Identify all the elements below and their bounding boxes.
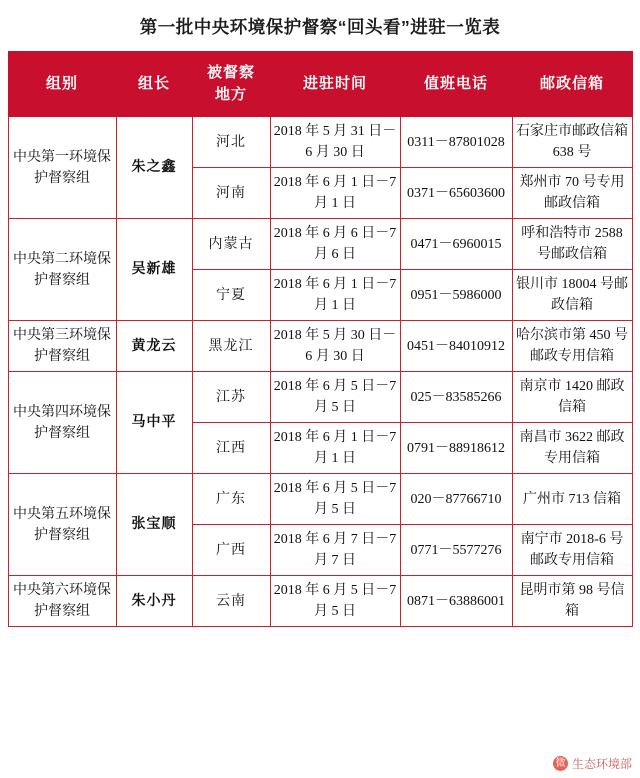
cell-mailbox: 南京市 1420 邮政信箱 xyxy=(512,372,632,423)
inspection-schedule-table xyxy=(8,51,633,627)
cell-group: 中央第二环境保护督察组 xyxy=(8,219,116,321)
cell-place: 黑龙江 xyxy=(192,321,270,372)
page-title: 第一批中央环境保护督察“回头看”进驻一览表 xyxy=(139,17,501,37)
column-header-place xyxy=(192,52,270,117)
cell-leader: 黄龙云 xyxy=(116,321,192,372)
cell-phone: 020－87766710 xyxy=(400,474,512,525)
cell-mailbox: 郑州市 70 号专用邮政信箱 xyxy=(512,168,632,219)
cell-time: 2018 年 6 月 6 日－7 月 6 日 xyxy=(270,219,400,270)
cell-group: 中央第四环境保护督察组 xyxy=(8,372,116,474)
cell-place: 河南 xyxy=(192,168,270,219)
cell-mailbox: 南昌市 3622 邮政专用信箱 xyxy=(512,423,632,474)
cell-group: 中央第一环境保护督察组 xyxy=(8,117,116,219)
cell-phone: 0951－5986000 xyxy=(400,270,512,321)
cell-time: 2018 年 5 月 31 日－6 月 30 日 xyxy=(270,117,400,168)
cell-phone: 0471－6960015 xyxy=(400,219,512,270)
cell-phone: 0451－84010912 xyxy=(400,321,512,372)
cell-place: 江西 xyxy=(192,423,270,474)
table-row xyxy=(8,219,632,270)
column-header-mailbox: 邮政信箱 xyxy=(512,52,632,117)
cell-place: 内蒙古 xyxy=(192,219,270,270)
cell-time: 2018 年 6 月 5 日－7 月 5 日 xyxy=(270,576,400,627)
cell-time: 2018 年 5 月 30 日－6 月 30 日 xyxy=(270,321,400,372)
cell-leader: 朱小丹 xyxy=(116,576,192,627)
cell-time: 2018 年 6 月 1 日－7 月 1 日 xyxy=(270,270,400,321)
column-header-leader: 组长 xyxy=(116,52,192,117)
cell-place: 河北 xyxy=(192,117,270,168)
cell-place: 云南 xyxy=(192,576,270,627)
column-header-place-line2: 地方 xyxy=(214,87,247,103)
column-header-phone: 值班电话 xyxy=(400,52,512,117)
cell-time: 2018 年 6 月 7 日－7 月 7 日 xyxy=(270,525,400,576)
cell-phone: 0871－63886001 xyxy=(400,576,512,627)
cell-phone: 0771－5577276 xyxy=(400,525,512,576)
cell-leader: 张宝顺 xyxy=(116,474,192,576)
cell-mailbox: 银川市 18004 号邮政信箱 xyxy=(512,270,632,321)
weibo-icon: 微 xyxy=(553,756,568,771)
cell-mailbox: 昆明市第 98 号信箱 xyxy=(512,576,632,627)
cell-phone: 0311－87801028 xyxy=(400,117,512,168)
cell-leader: 朱之鑫 xyxy=(116,117,192,219)
table-row xyxy=(8,117,632,168)
cell-time: 2018 年 6 月 5 日－7 月 5 日 xyxy=(270,372,400,423)
table-row xyxy=(8,474,632,525)
watermark xyxy=(553,755,632,772)
table-header xyxy=(8,52,632,117)
cell-place: 广西 xyxy=(192,525,270,576)
column-header-place-line1: 被督察 xyxy=(206,64,255,81)
cell-leader: 吴新雄 xyxy=(116,219,192,321)
cell-time: 2018 年 6 月 1 日－7 月 1 日 xyxy=(270,168,400,219)
table-row xyxy=(8,321,632,372)
table-row xyxy=(8,372,632,423)
column-header-group: 组别 xyxy=(8,52,116,117)
table-row xyxy=(8,576,632,627)
cell-mailbox: 石家庄市邮政信箱 638 号 xyxy=(512,117,632,168)
cell-group: 中央第六环境保护督察组 xyxy=(8,576,116,627)
cell-group: 中央第五环境保护督察组 xyxy=(8,474,116,576)
cell-time: 2018 年 6 月 5 日－7 月 5 日 xyxy=(270,474,400,525)
cell-mailbox: 呼和浩特市 2588 号邮政信箱 xyxy=(512,219,632,270)
watermark-label: 生态环境部 xyxy=(571,757,632,771)
cell-mailbox: 广州市 713 信箱 xyxy=(512,474,632,525)
cell-phone: 025－83585266 xyxy=(400,372,512,423)
table-body xyxy=(8,117,632,627)
cell-leader: 马中平 xyxy=(116,372,192,474)
cell-place: 广东 xyxy=(192,474,270,525)
cell-time: 2018 年 6 月 1 日－7 月 1 日 xyxy=(270,423,400,474)
cell-place: 宁夏 xyxy=(192,270,270,321)
cell-phone: 0791－88918612 xyxy=(400,423,512,474)
cell-place: 江苏 xyxy=(192,372,270,423)
table-header-row xyxy=(8,52,632,117)
cell-mailbox: 哈尔滨市第 450 号邮政专用信箱 xyxy=(512,321,632,372)
cell-mailbox: 南宁市 2018-6 号邮政专用信箱 xyxy=(512,525,632,576)
column-header-time: 进驻时间 xyxy=(270,52,400,117)
cell-phone: 0371－65603600 xyxy=(400,168,512,219)
cell-group: 中央第三环境保护督察组 xyxy=(8,321,116,372)
